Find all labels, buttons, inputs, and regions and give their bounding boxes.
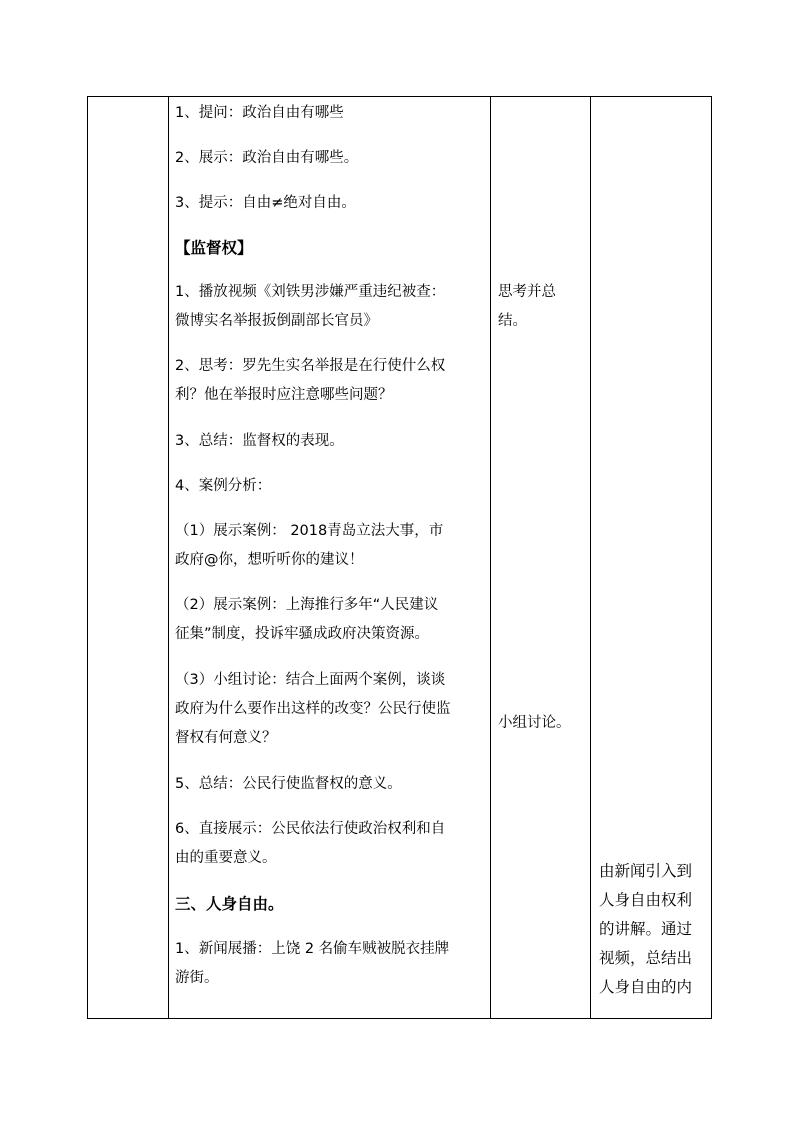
activity-line: 1、播放视频《刘铁男涉嫌严重违纪被查： — [175, 284, 446, 300]
intent-line: 视频，总结出 — [599, 949, 693, 967]
activity-line: 4、案例分析： — [175, 478, 272, 494]
student-activity-cell — [491, 97, 591, 1019]
activity-line: 2、展示：政治自由有哪些。 — [175, 150, 359, 166]
activity-line: 2、思考：罗先生实名举报是在行使什么权 — [175, 358, 446, 374]
student-line: 小组讨论。 — [498, 715, 571, 731]
activity-line: 1、新闻展播：上饶 2 名偷车贼被脱衣挂牌 — [175, 941, 450, 957]
activity-line: 1、提问：政治自由有哪些 — [175, 105, 344, 121]
intent-line: 人身自由的内 — [599, 978, 693, 996]
activity-line: 政府为什么要作出这样的改变？公民行使监 — [175, 701, 451, 717]
design-intent-cell — [591, 97, 712, 1019]
activity-line: 游街。 — [175, 970, 219, 986]
activity-line: 微博实名举报扳倒副部长官员》 — [175, 313, 378, 329]
student-line: 思考并总 — [498, 284, 556, 300]
activity-line: 政府@你，想听听你的建议！ — [175, 552, 364, 568]
activity-line: 由的重要意义。 — [175, 850, 277, 866]
intent-line: 由新闻引入到 — [599, 862, 693, 880]
student-line: 结。 — [498, 313, 527, 329]
activity-line: 征集”制度，投诉牢骚成政府决策资源。 — [175, 626, 430, 642]
activity-line: 3、提示：自由≠绝对自由。 — [175, 195, 356, 211]
activity-line: 督权有何意义？ — [175, 730, 277, 746]
blank-column-cell — [88, 97, 169, 1019]
activity-line: 5、总结：公民行使监督权的意义。 — [175, 776, 402, 792]
section-heading-supervision: 【监督权】 — [175, 239, 253, 257]
teacher-activity-cell — [169, 97, 491, 1019]
intent-line: 人身自由权利 — [599, 891, 693, 909]
intent-line: 的讲解。通过 — [599, 920, 693, 938]
activity-line: （2）展示案例：上海推行多年“人民建议 — [175, 597, 439, 613]
table-row — [88, 97, 712, 1019]
activity-line: 3、总结：监督权的表现。 — [175, 433, 344, 449]
activity-line: （3）小组讨论：结合上面两个案例，谈谈 — [175, 672, 446, 688]
activity-line: 利？他在举报时应注意哪些问题？ — [175, 387, 393, 403]
lesson-plan-table — [87, 96, 712, 1019]
activity-line: 6、直接展示：公民依法行使政治权利和自 — [175, 821, 446, 837]
activity-line: （1）展示案例： 2018青岛立法大事，市 — [175, 523, 444, 539]
section-heading-personal-freedom: 三、人身自由。 — [175, 895, 284, 913]
